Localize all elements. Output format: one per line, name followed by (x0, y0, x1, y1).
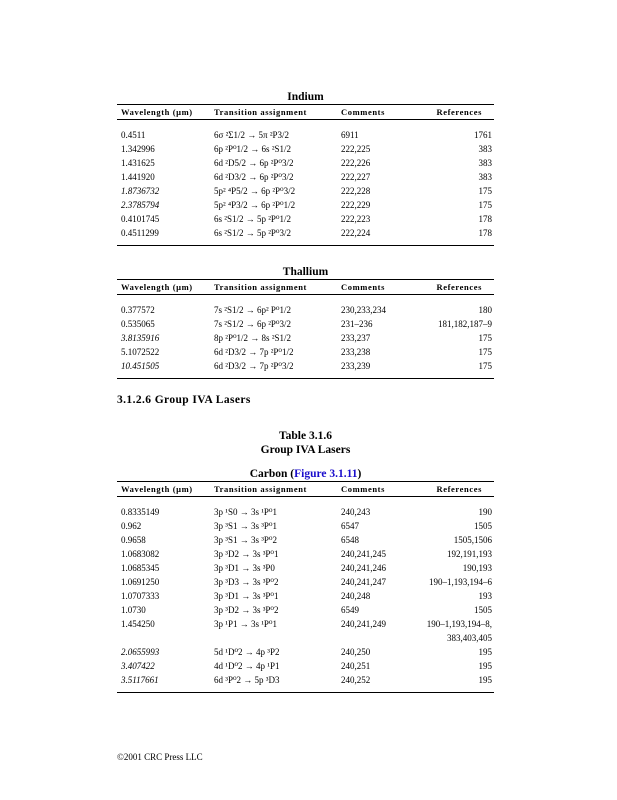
carbon-rows (117, 505, 494, 687)
header-wavelength: Wavelength (µm) (121, 107, 193, 117)
carbon-title-prefix: Carbon ( (249, 468, 295, 480)
wavelength-cell: 1.8736732 (121, 186, 160, 196)
references-cell: 190–1,193,194–8, (426, 619, 492, 629)
references-cell: 383 (478, 144, 492, 154)
references-cell: 192,191,193 (447, 549, 492, 559)
table-row (117, 303, 494, 317)
wavelength-cell: 1.0707333 (121, 591, 160, 601)
header-comments: Comments (341, 107, 385, 117)
figure-link[interactable]: Figure 3.1.11 (294, 468, 358, 480)
references-cell: 1505 (474, 521, 492, 531)
header-wavelength: Wavelength (µm) (121, 484, 193, 494)
transition-cell: 3p ³D2 → 3s ³P⁰2 (214, 605, 279, 615)
table-row (117, 226, 494, 240)
wavelength-cell: 2.0655993 (121, 647, 160, 657)
table-row (117, 505, 494, 519)
indium-table (117, 90, 494, 246)
table-row (117, 617, 494, 631)
wavelength-cell: 0.962 (121, 521, 142, 531)
carbon-table (117, 467, 494, 693)
references-cell: 195 (478, 647, 492, 657)
carbon-table-title (117, 467, 494, 481)
table-row (117, 359, 494, 373)
comments-cell: 222,223 (341, 214, 371, 224)
table-row (117, 603, 494, 617)
table-row (117, 212, 494, 226)
references-cell: 175 (478, 361, 492, 371)
references-cell: 383 (478, 172, 492, 182)
transition-cell: 7s ²S1/2 → 6p² P⁰1/2 (214, 305, 292, 315)
wavelength-cell: 1.0730 (121, 605, 146, 615)
transition-cell: 5d ¹D⁰2 → 4p ³P2 (214, 647, 280, 657)
references-cell: 195 (478, 675, 492, 685)
references-cell: 193 (478, 591, 492, 601)
comments-cell: 222,225 (341, 144, 371, 154)
table-rule (117, 378, 494, 379)
wavelength-cell: 1.0685345 (121, 563, 160, 573)
transition-cell: 3p ³D2 → 3s ³P⁰1 (214, 549, 279, 559)
references-cell: 190 (478, 507, 492, 517)
comments-cell: 6911 (341, 130, 359, 140)
wavelength-cell: 0.4511 (121, 130, 146, 140)
comments-cell: 233,239 (341, 361, 371, 371)
table-caption: Group IVA Lasers (260, 444, 351, 456)
table-row (117, 331, 494, 345)
wavelength-cell: 0.8335149 (121, 507, 160, 517)
header-comments: Comments (341, 484, 385, 494)
table-row (117, 519, 494, 533)
transition-cell: 3p ³S1 → 3s ³P⁰2 (214, 535, 278, 545)
comments-cell: 231–236 (341, 319, 373, 329)
wavelength-cell: 2.3785794 (121, 200, 160, 210)
comments-cell: 6547 (341, 521, 359, 531)
comments-cell: 233,238 (341, 347, 371, 357)
transition-cell: 7s ²S1/2 → 6p ²P⁰3/2 (214, 319, 292, 329)
table-header (117, 280, 494, 294)
table-row (117, 142, 494, 156)
thallium-rows (117, 303, 494, 373)
table-rule (117, 692, 494, 693)
comments-cell: 222,224 (341, 228, 371, 238)
comments-cell: 6549 (341, 605, 359, 615)
header-wavelength: Wavelength (µm) (121, 282, 193, 292)
wavelength-cell: 1.431625 (121, 158, 155, 168)
transition-cell: 6d ²D3/2 → 6p ²P⁰3/2 (214, 172, 294, 182)
transition-cell: 3p ³D1 → 3s ³P0 (214, 563, 275, 573)
references-cell: 383,403,405 (447, 633, 492, 643)
comments-cell: 222,229 (341, 200, 371, 210)
wavelength-cell: 0.9658 (121, 535, 146, 545)
wavelength-cell: 3.407422 (121, 661, 155, 671)
table-row (117, 589, 494, 603)
transition-cell: 6s ²S1/2 → 5p ²P⁰1/2 (214, 214, 292, 224)
table-row (117, 673, 494, 687)
comments-cell: 240,251 (341, 661, 371, 671)
wavelength-cell: 0.377572 (121, 305, 155, 315)
table-row (117, 198, 494, 212)
references-cell: 175 (478, 186, 492, 196)
references-cell: 195 (478, 661, 492, 671)
wavelength-cell: 1.0683082 (121, 549, 160, 559)
references-cell: 181,182,187–9 (438, 319, 492, 329)
references-cell: 178 (478, 214, 492, 224)
transition-cell: 6σ ²Σ1/2 → 5π ²P3/2 (214, 130, 290, 140)
table-row (117, 170, 494, 184)
comments-cell: 240,243 (341, 507, 371, 517)
header-references: References (436, 107, 482, 117)
comments-cell: 222,227 (341, 172, 371, 182)
transition-cell: 6d ³P⁰2 → 5p ³D3 (214, 675, 280, 685)
table-row (117, 659, 494, 673)
transition-cell: 3p ³D1 → 3s ³P⁰1 (214, 591, 279, 601)
carbon-title-suffix: ) (357, 468, 362, 480)
table-row (117, 575, 494, 589)
transition-cell: 8p ²P⁰1/2 → 8s ²S1/2 (214, 333, 292, 343)
comments-cell: 240,250 (341, 647, 371, 657)
indium-rows (117, 128, 494, 240)
table-row (117, 345, 494, 359)
wavelength-cell: 3.5117661 (121, 675, 159, 685)
table-row (117, 317, 494, 331)
comments-cell: 240,241,246 (341, 563, 386, 573)
comments-cell: 233,237 (341, 333, 371, 343)
table-number: Table 3.1.6 (279, 430, 332, 442)
references-cell: 175 (478, 333, 492, 343)
references-cell: 1505 (474, 605, 492, 615)
wavelength-cell: 1.454250 (121, 619, 155, 629)
header-references: References (436, 484, 482, 494)
comments-cell: 240,241,245 (341, 549, 386, 559)
table-row-continuation (117, 631, 494, 645)
table-header (117, 482, 494, 496)
table-row (117, 547, 494, 561)
thallium-table-title: Thallium (282, 266, 329, 278)
table-row (117, 533, 494, 547)
table-row (117, 128, 494, 142)
transition-cell: 6d ²D3/2 → 7p ²P⁰3/2 (214, 361, 294, 371)
transition-cell: 3p ³S1 → 3s ³P⁰1 (214, 521, 278, 531)
table-header (117, 105, 494, 119)
table-row (117, 561, 494, 575)
comments-cell: 222,228 (341, 186, 371, 196)
transition-cell: 6d ²D3/2 → 7p ²P⁰1/2 (214, 347, 294, 357)
wavelength-cell: 5.1072522 (121, 347, 160, 357)
transition-cell: 6p ²P⁰1/2 → 6s ²S1/2 (214, 144, 292, 154)
references-cell: 383 (478, 158, 492, 168)
transition-cell: 6d ²D5/2 → 6p ²P⁰3/2 (214, 158, 294, 168)
table-row (117, 184, 494, 198)
comments-cell: 222,226 (341, 158, 371, 168)
comments-cell: 240,248 (341, 591, 371, 601)
thallium-table (117, 265, 494, 379)
copyright-footer: ©2001 CRC Press LLC (117, 752, 203, 762)
header-transition: Transition assignment (214, 484, 307, 494)
references-cell: 1761 (474, 130, 492, 140)
table-row (117, 156, 494, 170)
references-cell: 190,193 (462, 563, 492, 573)
references-cell: 178 (478, 228, 492, 238)
header-transition: Transition assignment (214, 107, 307, 117)
comments-cell: 240,241,247 (341, 577, 386, 587)
references-cell: 175 (478, 347, 492, 357)
wavelength-cell: 1.342996 (121, 144, 155, 154)
transition-cell: 6s ²S1/2 → 5p ²P⁰3/2 (214, 228, 292, 238)
comments-cell: 240,252 (341, 675, 371, 685)
transition-cell: 3p ³D3 → 3s ³P⁰2 (214, 577, 279, 587)
transition-cell: 3p ¹P1 → 3s ¹P⁰1 (214, 619, 278, 629)
header-transition: Transition assignment (214, 282, 307, 292)
comments-cell: 6548 (341, 535, 359, 545)
comments-cell: 240,241,249 (341, 619, 386, 629)
comments-cell: 230,233,234 (341, 305, 386, 315)
wavelength-cell: 1.0691250 (121, 577, 160, 587)
indium-table-title: Indium (287, 91, 324, 103)
header-comments: Comments (341, 282, 385, 292)
section-heading: 3.1.2.6 Group IVA Lasers (117, 394, 251, 406)
table-rule (117, 245, 494, 246)
wavelength-cell: 0.4101745 (121, 214, 160, 224)
transition-cell: 4d ¹D⁰2 → 4p ¹P1 (214, 661, 280, 671)
wavelength-cell: 3.8135916 (121, 333, 160, 343)
references-cell: 180 (478, 305, 492, 315)
wavelength-cell: 10.451505 (121, 361, 160, 371)
transition-cell: 5p² ⁴P5/2 → 6p ²P⁰3/2 (214, 186, 296, 196)
wavelength-cell: 1.441920 (121, 172, 155, 182)
transition-cell: 5p² ⁴P3/2 → 6p ²P⁰1/2 (214, 200, 296, 210)
header-references: References (436, 282, 482, 292)
wavelength-cell: 0.535065 (121, 319, 155, 329)
references-cell: 175 (478, 200, 492, 210)
table-row (117, 645, 494, 659)
references-cell: 1505,1506 (453, 535, 492, 545)
transition-cell: 3p ¹S0 → 3s ¹P⁰1 (214, 507, 278, 517)
wavelength-cell: 0.4511299 (121, 228, 159, 238)
references-cell: 190–1,193,194–6 (429, 577, 492, 587)
